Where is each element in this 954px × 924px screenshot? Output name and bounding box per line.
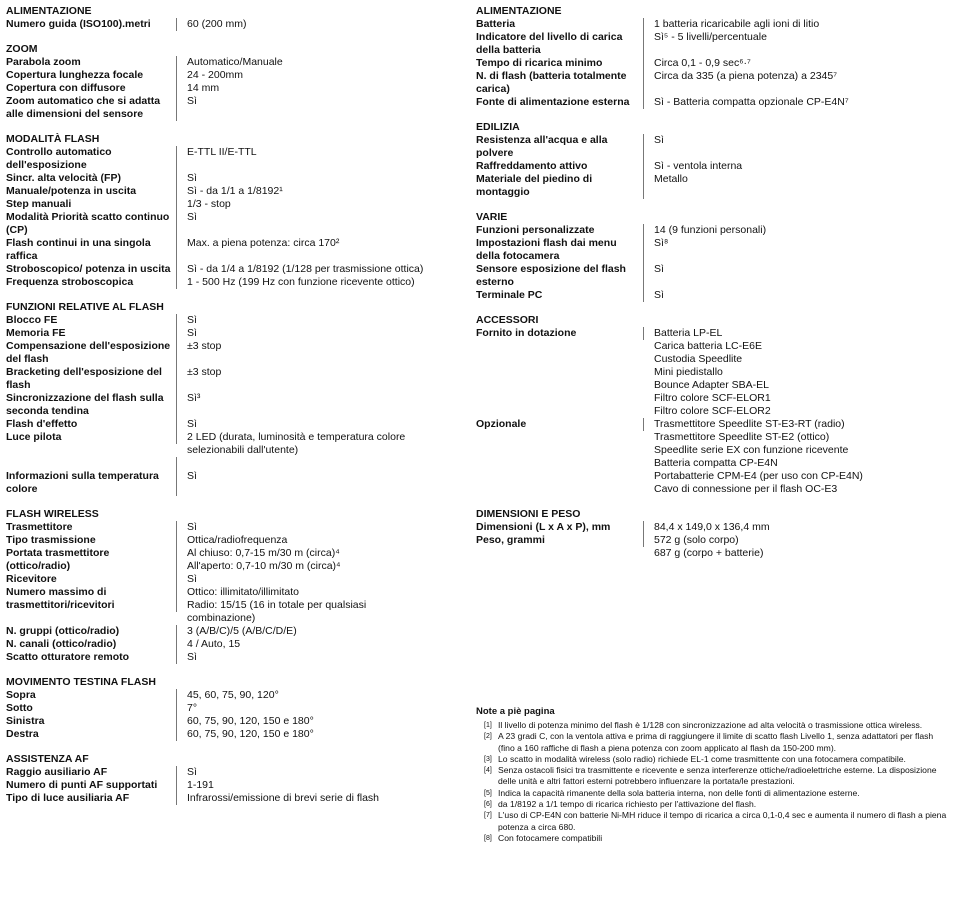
spec-row-raffreddamento-attivo <box>476 160 946 173</box>
section-dimensioni-e-peso <box>476 508 946 560</box>
spec-label: Indicatore del livello di carica della batteria <box>476 31 644 57</box>
section-title: ASSISTENZA AF <box>6 753 89 765</box>
footnote-text: da 1/8192 a 1/1 tempo di ricarica richiesto per l'attivazione del flash. <box>498 799 757 810</box>
spec-label: Flash d'effetto <box>6 418 177 431</box>
spec-value: Sì <box>187 470 197 482</box>
spec-row-peso-grammi <box>476 534 946 560</box>
spec-row-fonte-di-alimentazione-esterna <box>476 96 946 109</box>
footnote <box>476 754 948 765</box>
section-zoom <box>6 43 436 121</box>
footnote <box>476 799 948 810</box>
footnote-text: Il livello di potenza minimo del flash è 1/128 con sincronizzazione ad alta velocità o trasmissione ottica wireless. <box>498 720 923 730</box>
spec-row-raggio-ausiliario-af <box>6 766 436 779</box>
spec-row-n-gruppi-ottico-radio <box>6 625 436 638</box>
spec-label: Terminale PC <box>476 289 644 302</box>
spec-value: Automatico/Manuale <box>187 56 283 68</box>
section-title: EDILIZIA <box>476 121 520 133</box>
spec-label: Ricevitore <box>6 573 177 586</box>
spec-value: Sì³ <box>187 392 201 404</box>
section-edilizia <box>476 121 946 199</box>
spec-label: N. gruppi (ottico/radio) <box>6 625 177 638</box>
spec-label: Bracketing dell'esposizione del flash <box>6 366 177 392</box>
spec-label: Tipo trasmissione <box>6 534 177 547</box>
spec-value: Sì <box>187 418 197 430</box>
footnote-text: Con fotocamere compatibili <box>498 832 603 843</box>
spec-value: Circa da 335 (a piena potenza) a 2345⁷ <box>654 70 838 82</box>
footnote <box>476 810 948 833</box>
spec-row-zoom-automatico-che-si-adatta-alle-dimensioni-del-sensore <box>6 95 436 121</box>
spec-value: Trasmettitore Speedlite ST-E3-RT (radio) Trasmettitore Speedlite ST-E2 (ottico) Speedlite serie EX con funzione ricevente Batteria compatta CP-E4N Portabatterie CPM-E4 (per uso con CP-E4N) Cavo di connessione per il flash OC-E3 <box>654 418 863 495</box>
spec-value: 24 - 200mm <box>187 69 244 81</box>
spec-label: Numero massimo di trasmettitori/ricevitori <box>6 586 177 612</box>
spec-label: Sinistra <box>6 715 177 728</box>
spec-value: Sì <box>187 95 197 107</box>
section-title: FLASH WIRELESS <box>6 508 99 520</box>
spec-row-batteria <box>476 18 946 31</box>
spec-value: Sì <box>187 573 197 585</box>
spec-label: Compensazione dell'esposizione del flash <box>6 340 177 366</box>
specs-column-right <box>476 5 946 572</box>
spec-label: Informazioni sulla temperatura colore <box>6 470 177 496</box>
footnote-number: [8] <box>484 834 492 842</box>
spec-value: 572 g (solo corpo) 687 g (corpo + batterie) <box>654 534 764 559</box>
spec-row-terminale-pc <box>476 289 946 302</box>
spec-label: Memoria FE <box>6 327 177 340</box>
spec-label <box>6 457 177 470</box>
footnote-text: A 23 gradi C, con la ventola attiva e prima di raggiungere il limite di scatto flash Livello 1, senza adattatori per flash (fino a 160 raffiche di flash a piena potenza con zoom applicato al flash da 150-200 mm). <box>498 731 934 753</box>
spec-label: Flash continui in una singola raffica <box>6 237 177 263</box>
spec-label: Frequenza stroboscopica <box>6 276 177 289</box>
spec-value: Sì <box>654 289 664 301</box>
spec-row-sopra <box>6 689 436 702</box>
spec-label: Numero guida (ISO100).metri <box>6 18 177 31</box>
spec-value: 1/3 - stop <box>187 198 231 210</box>
footnotes-title: Note a piè pagina <box>476 706 555 717</box>
section-title: ACCESSORI <box>476 314 539 326</box>
section-assistenza-af <box>6 753 436 805</box>
spec-value: Sì <box>187 211 197 223</box>
section-title: ALIMENTAZIONE <box>6 5 92 17</box>
spec-value: Circa 0,1 - 0,9 sec⁶·⁷ <box>654 57 751 69</box>
footnote-number: [4] <box>484 767 492 775</box>
spec-row-dimensioni-l-x-a-x-p-mm <box>476 521 946 534</box>
footnotes-list <box>476 720 948 844</box>
spec-label: Sopra <box>6 689 177 702</box>
section-title: DIMENSIONI E PESO <box>476 508 581 520</box>
footnote-number: [7] <box>484 812 492 820</box>
spec-value: Sì <box>187 766 197 778</box>
spec-row-sincronizzazione-del-flash-sulla-seconda-tendina <box>6 392 436 418</box>
spec-row-stroboscopico-potenza-in-uscita <box>6 263 436 276</box>
spec-label: Controllo automatico dell'esposizione <box>6 146 177 172</box>
spec-label: Copertura con diffusore <box>6 82 177 95</box>
spec-label: Numero di punti AF supportati <box>6 779 177 792</box>
section-title: MOVIMENTO TESTINA FLASH <box>6 676 156 688</box>
spec-value: 1 batteria ricaricabile agli ioni di litio <box>654 18 820 30</box>
spec-row-compensazione-dell-esposizione-del-flash <box>6 340 436 366</box>
spec-value: 60, 75, 90, 120, 150 e 180° <box>187 715 314 727</box>
spec-row-modalita-priorita-scatto-continuo-cp <box>6 211 436 237</box>
spec-row-step-manuali <box>6 198 436 211</box>
spec-value: Sì <box>187 172 197 184</box>
footnote <box>476 720 948 731</box>
spec-value: Sì⁸ <box>654 237 669 249</box>
section-alimentazione <box>476 5 946 109</box>
spec-value: Infrarossi/emissione di brevi serie di flash <box>187 792 379 804</box>
spec-label: Fonte di alimentazione esterna <box>476 96 644 109</box>
footnote <box>476 788 948 799</box>
section-title: VARIE <box>476 211 508 223</box>
spec-value: Al chiuso: 0,7-15 m/30 m (circa)⁴ All'aperto: 0,7-10 m/30 m (circa)⁴ <box>187 547 341 572</box>
spec-label: Modalità Priorità scatto continuo (CP) <box>6 211 177 237</box>
footnote <box>476 765 948 788</box>
spec-value: 3 (A/B/C)/5 (A/B/C/D/E) <box>187 625 297 637</box>
footnote <box>476 833 948 844</box>
spec-row-ricevitore <box>6 573 436 586</box>
spec-value: E-TTL II/E-TTL <box>187 146 257 158</box>
section-title: ALIMENTAZIONE <box>476 5 562 17</box>
spec-value: Sì <box>187 521 197 533</box>
spec-row-numero-massimo-di-trasmettitori-ricevitori <box>6 586 436 625</box>
spec-row-opzionale <box>476 418 946 496</box>
footnote-number: [6] <box>484 801 492 809</box>
section-alimentazione <box>6 5 436 31</box>
spec-value: 4 / Auto, 15 <box>187 638 241 650</box>
spec-value: 2 LED (durata, luminosità e temperatura colore selezionabili dall'utente) <box>187 431 406 456</box>
spec-label: Peso, grammi <box>476 534 644 547</box>
spec-row-memoria-fe <box>6 327 436 340</box>
spec-value: 14 (9 funzioni personali) <box>654 224 767 236</box>
specs-column-left <box>6 5 436 817</box>
spec-label: Parabola zoom <box>6 56 177 69</box>
footnote-text: Senza ostacoli fisici tra trasmittente e ricevente e senza interferenze ottiche/radioelettriche esterne. La disposizione delle unità e altri fattori esterni potrebbero influenzare la portata/le prestazioni. <box>498 765 937 787</box>
section-accessori <box>476 314 946 496</box>
spec-label: Opzionale <box>476 418 644 431</box>
spec-value: 84,4 x 149,0 x 136,4 mm <box>654 521 770 533</box>
spec-row-sensore-esposizione-del-flash-esterno <box>476 263 946 289</box>
spec-row-manuale-potenza-in-uscita <box>6 185 436 198</box>
spec-value: Sì <box>654 263 664 275</box>
spec-label: Raffreddamento attivo <box>476 160 644 173</box>
spec-row-controllo-automatico-dell-esposizione <box>6 146 436 172</box>
footnote-text: L'uso di CP-E4N con batterie Ni-MH riduce il tempo di ricarica a circa 0,1-0,4 sec e aumenta il numero di flash a piena potenza a circa 680. <box>498 810 947 832</box>
spec-value: 1 - 500 Hz (199 Hz con funzione ricevente ottico) <box>187 276 415 288</box>
section-modalita-flash <box>6 133 436 289</box>
footnote <box>476 731 948 754</box>
spec-row-numero-di-punti-af-supportati <box>6 779 436 792</box>
spec-row-flash-continui-in-una-singola-raffica <box>6 237 436 263</box>
spec-label: Stroboscopico/ potenza in uscita <box>6 263 177 276</box>
spec-value: Ottica/radiofrequenza <box>187 534 288 546</box>
spec-row-frequenza-stroboscopica <box>6 276 436 289</box>
spec-label: Materiale del piedino di montaggio <box>476 173 644 199</box>
spec-label: Zoom automatico che si adatta alle dimensioni del sensore <box>6 95 177 121</box>
spec-row-impostazioni-flash-dai-menu-della-fotocamera <box>476 237 946 263</box>
spec-value: 7° <box>187 702 198 714</box>
spec-value: Sì - da 1/4 a 1/8192 (1/128 per trasmissione ottica) <box>187 263 424 275</box>
spec-label: Destra <box>6 728 177 741</box>
spec-value: Batteria LP-EL Carica batteria LC-E6E Custodia Speedlite Mini piedistallo Bounce Adapter SBA-EL Filtro colore SCF-ELOR1 Filtro colore SCF-ELOR2 <box>654 327 771 417</box>
spec-value: Sì⁵ - 5 livelli/percentuale <box>654 31 767 43</box>
spec-row-sincr-alta-velocita-fp <box>6 172 436 185</box>
spec-value: Sì <box>187 651 197 663</box>
spec-row-luce-pilota <box>6 431 436 457</box>
spec-label: Step manuali <box>6 198 177 211</box>
spec-value: 60, 75, 90, 120, 150 e 180° <box>187 728 314 740</box>
spec-label: Sincronizzazione del flash sulla seconda tendina <box>6 392 177 418</box>
section-title: ZOOM <box>6 43 38 55</box>
spec-value: ±3 stop <box>187 340 222 352</box>
spec-row-materiale-del-piedino-di-montaggio <box>476 173 946 199</box>
spec-value: 14 mm <box>187 82 220 94</box>
spec-row-informazioni-sulla-temperatura-colore <box>6 470 436 496</box>
spec-label: Fornito in dotazione <box>476 327 644 340</box>
spec-row-portata-trasmettitore-ottico-radio <box>6 547 436 573</box>
spec-label: Luce pilota <box>6 431 177 444</box>
section-title: MODALITÀ FLASH <box>6 133 100 145</box>
spec-row-trasmettitore <box>6 521 436 534</box>
spec-row-sinistra <box>6 715 436 728</box>
section-title: FUNZIONI RELATIVE AL FLASH <box>6 301 164 313</box>
spec-label: Blocco FE <box>6 314 177 327</box>
spec-label: N. canali (ottico/radio) <box>6 638 177 651</box>
spec-label: N. di flash (batteria totalmente carica) <box>476 70 644 96</box>
spec-label: Resistenza all'acqua e alla polvere <box>476 134 644 160</box>
footnote-text: Lo scatto in modalità wireless (solo radio) richiede EL-1 come trasmittente con una fotocamera compatibile. <box>498 753 906 764</box>
spec-label: Scatto otturatore remoto <box>6 651 177 664</box>
footnote-number: [5] <box>484 789 492 797</box>
spec-row-funzioni-personalizzate <box>476 224 946 237</box>
spec-row-fornito-in-dotazione <box>476 327 946 418</box>
spec-label: Dimensioni (L x A x P), mm <box>476 521 644 534</box>
spec-row-tipo-di-luce-ausiliaria-af <box>6 792 436 805</box>
spec-label: Sotto <box>6 702 177 715</box>
spec-row-resistenza-all-acqua-e-alla-polvere <box>476 134 946 160</box>
spec-value: Sì - ventola interna <box>654 160 743 172</box>
spec-row-bracketing-dell-esposizione-del-flash <box>6 366 436 392</box>
spec-value: 45, 60, 75, 90, 120° <box>187 689 279 701</box>
spec-value: Sì - Batteria compatta opzionale CP-E4N⁷ <box>654 96 849 108</box>
spec-value: Sì - da 1/1 a 1/8192¹ <box>187 185 283 197</box>
spec-label: Tempo di ricarica minimo <box>476 57 644 70</box>
spec-value: Sì <box>187 314 197 326</box>
spec-row-tempo-di-ricarica-minimo <box>476 57 946 70</box>
spec-row-parabola-zoom <box>6 56 436 69</box>
spec-label: Trasmettitore <box>6 521 177 534</box>
footnote-number: [2] <box>484 733 492 741</box>
spec-label: Batteria <box>476 18 644 31</box>
section-varie <box>476 211 946 302</box>
spec-row-n-canali-ottico-radio <box>6 638 436 651</box>
spec-label: Raggio ausiliario AF <box>6 766 177 779</box>
spec-row-copertura-lunghezza-focale <box>6 69 436 82</box>
spec-row-sotto <box>6 702 436 715</box>
spec-label: Portata trasmettitore (ottico/radio) <box>6 547 177 573</box>
spec-label: Copertura lunghezza focale <box>6 69 177 82</box>
spec-label: Manuale/potenza in uscita <box>6 185 177 198</box>
spec-value: Metallo <box>654 173 688 185</box>
spec-row-numero-guida-iso100-metri <box>6 18 436 31</box>
spec-label: Tipo di luce ausiliaria AF <box>6 792 177 805</box>
section-flash-wireless <box>6 508 436 664</box>
spec-row-blocco-fe <box>6 314 436 327</box>
spec-label: Impostazioni flash dai menu della fotocamera <box>476 237 644 263</box>
spec-row-n-di-flash-batteria-totalmente-carica <box>476 70 946 96</box>
footnote-number: [3] <box>484 755 492 763</box>
section-funzioni-relative-al-flash <box>6 301 436 496</box>
spec-value: 1-191 <box>187 779 214 791</box>
spec-row-blank <box>6 457 436 470</box>
spec-value: Max. a piena potenza: circa 170² <box>187 237 340 249</box>
footnotes <box>476 706 948 844</box>
spec-row-copertura-con-diffusore <box>6 82 436 95</box>
spec-label: Sensore esposizione del flash esterno <box>476 263 644 289</box>
spec-label: Sincr. alta velocità (FP) <box>6 172 177 185</box>
section-movimento-testina-flash <box>6 676 436 741</box>
spec-value: Sì <box>187 327 197 339</box>
spec-row-scatto-otturatore-remoto <box>6 651 436 664</box>
footnote-text: Indica la capacità rimanente della sola batteria interna, non delle fonti di alimentazione esterne. <box>498 787 860 798</box>
footnote-number: [1] <box>484 722 492 729</box>
spec-row-indicatore-del-livello-di-carica-della-batteria <box>476 31 946 57</box>
spec-row-flash-d-effetto <box>6 418 436 431</box>
spec-value: Sì <box>654 134 664 146</box>
spec-row-tipo-trasmissione <box>6 534 436 547</box>
spec-label: Funzioni personalizzate <box>476 224 644 237</box>
spec-row-destra <box>6 728 436 741</box>
spec-value: ±3 stop <box>187 366 222 378</box>
spec-value: 60 (200 mm) <box>187 18 247 30</box>
spec-value <box>177 457 436 470</box>
spec-value: Ottico: illimitato/illimitato Radio: 15/15 (16 in totale per qualsiasi combinazione) <box>187 586 367 624</box>
